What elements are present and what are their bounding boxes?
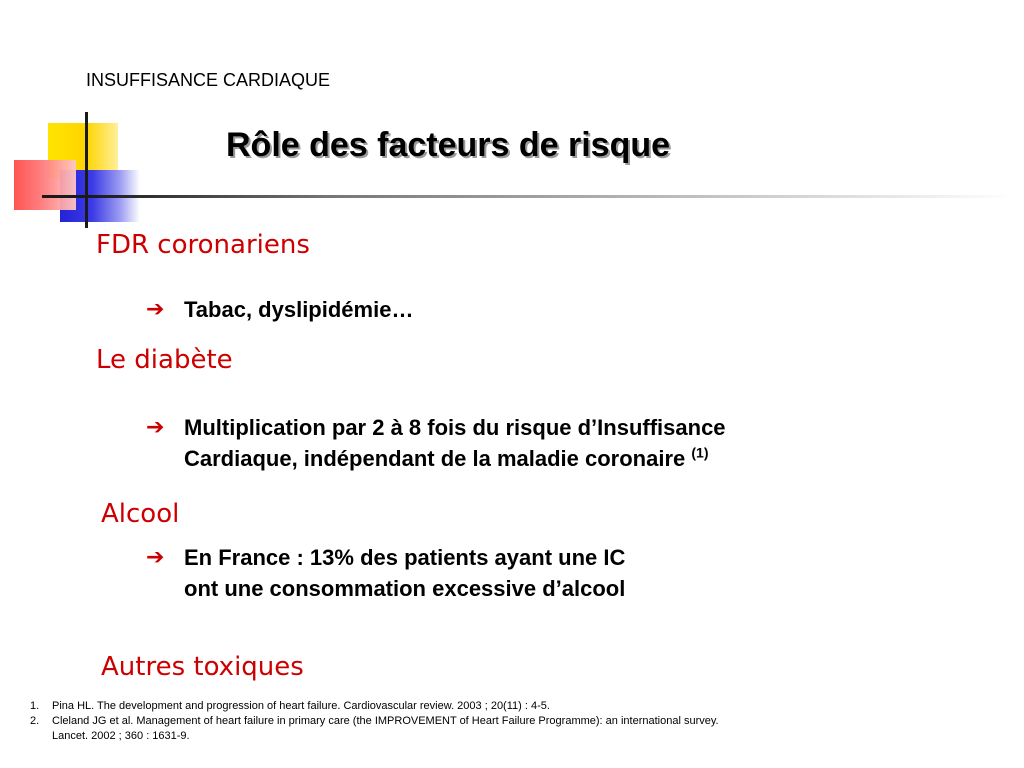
slide-logo bbox=[0, 0, 1024, 230]
header-label: INSUFFISANCE CARDIAQUE bbox=[86, 70, 331, 90]
bullet-fdr bbox=[146, 294, 413, 325]
section-heading-fdr: FDR coronariens bbox=[96, 230, 310, 260]
bullet-alcool bbox=[146, 542, 625, 604]
reference-mark: (1) bbox=[691, 444, 709, 461]
title-underline bbox=[42, 195, 1014, 198]
references bbox=[30, 699, 719, 744]
arrow-right-icon: ➔ bbox=[146, 415, 165, 440]
arrow-right-icon: ➔ bbox=[146, 545, 165, 570]
slide-title: Rôle des facteurs de risque bbox=[226, 126, 671, 164]
arrow-right-icon: ➔ bbox=[146, 297, 165, 322]
logo-red-square bbox=[14, 160, 76, 210]
reference-item: 2. Cleland JG et al. Management of heart failure in primary care (the IMPROVEMENT of Heart Failure Programme): an international survey. bbox=[30, 715, 719, 727]
bullet-text: Tabac, dyslipidémie… bbox=[184, 297, 414, 322]
section-heading-autres-toxiques: Autres toxiques bbox=[101, 652, 304, 682]
reference-item: 1. Pina HL. The development and progression of heart failure. Cardiovascular review. 2003 ; 20(11) : 4-5. bbox=[30, 700, 550, 712]
bullet-diabete bbox=[146, 412, 726, 474]
section-heading-alcool: Alcool bbox=[101, 499, 180, 529]
logo-vertical-line bbox=[85, 112, 88, 228]
bullet-text: Multiplication par 2 à 8 fois du risque d’Insuffisance Cardiaque, indépendant de la maladie coronaire $^{(1)}$ bbox=[184, 415, 726, 471]
reference-continuation: Lancet. 2002 ; 360 : 1631-9. bbox=[52, 730, 190, 742]
bullet-text: En France : 13% des patients ayant une IC ont une consommation excessive d’alcool bbox=[184, 545, 626, 601]
section-heading-diabete: Le diabète bbox=[96, 345, 233, 375]
